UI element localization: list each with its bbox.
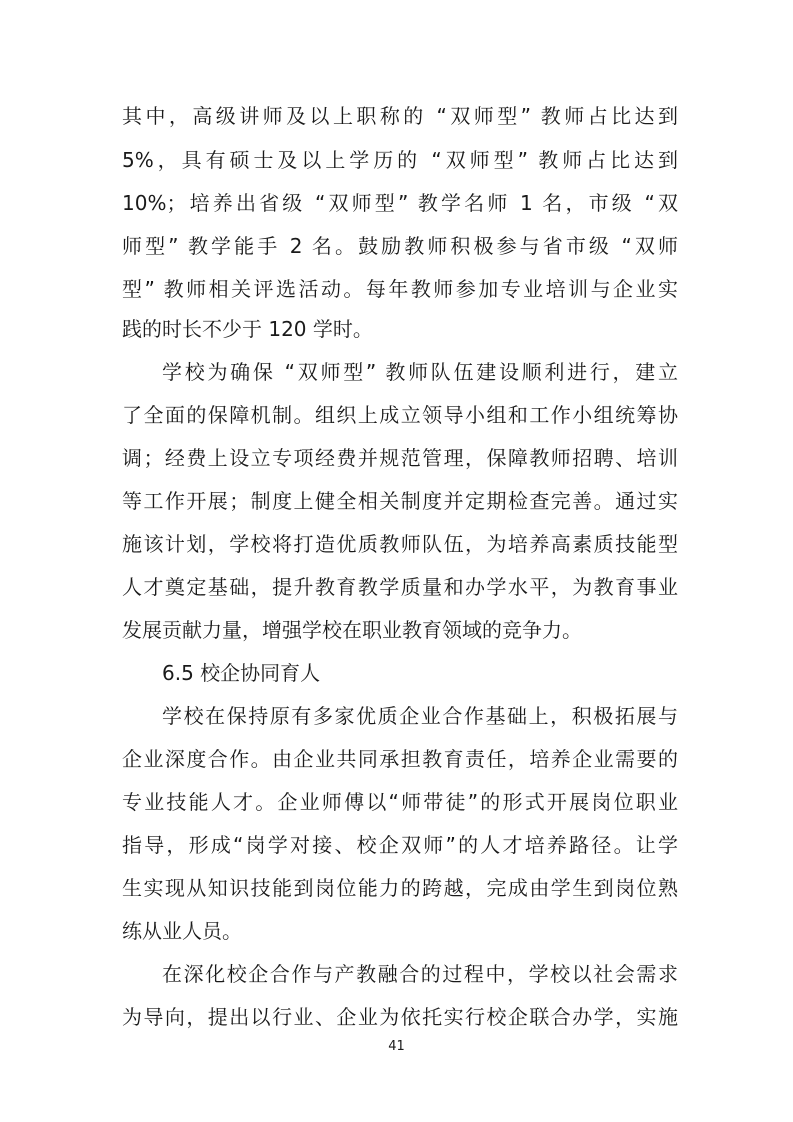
body-text-line: 发展贡献力量，增强学校在职业教育领域的竞争力。 xyxy=(122,618,582,642)
body-text-line: 其中，高级讲师及以上职称的 “双师型” 教师占比达到 xyxy=(122,104,678,128)
body-text-line: 5%，具有硕士及以上学历的 “双师型” 教师占比达到 xyxy=(122,148,678,172)
body-text-line: 生实现从知识技能到岗位能力的跨越，完成由学生到岗位熟 xyxy=(122,876,678,900)
section-heading: 6.5 校企协同育人 xyxy=(162,661,321,685)
body-text-line: 企业深度合作。由企业共同承担教育责任，培养企业需要的 xyxy=(122,747,678,771)
body-text-line: 师型” 教学能手 2 名。鼓励教师积极参与省市级 “双师 xyxy=(122,234,678,258)
body-text-line: 等工作开展；制度上健全相关制度并定期检查完善。通过实 xyxy=(122,489,678,513)
body-text-line: 了全面的保障机制。组织上成立领导小组和工作小组统筹协 xyxy=(122,403,678,427)
body-text-line: 为导向，提出以行业、企业为依托实行校企联合办学，实施 xyxy=(122,1005,678,1029)
paragraph-first-line: 学校为确保 “双师型” 教师队伍建设顺利进行，建立 xyxy=(162,360,678,384)
body-text-line: 专业技能人才。企业师傅以“师带徒”的形式开展岗位职业 xyxy=(122,790,678,814)
paragraph-first-line: 在深化校企合作与产教融合的过程中，学校以社会需求 xyxy=(162,962,678,986)
body-text-line: 10%；培养出省级 “双师型” 教学名师 1 名，市级 “双 xyxy=(122,191,678,215)
body-text-line: 型” 教师相关评选活动。每年教师参加专业培训与企业实 xyxy=(122,277,678,301)
body-text-line: 调；经费上设立专项经费并规范管理，保障教师招聘、培训 xyxy=(122,446,678,470)
paragraph-first-line: 学校在保持原有多家优质企业合作基础上，积极拓展与 xyxy=(162,704,678,728)
body-text-line: 人才奠定基础，提升教育教学质量和办学水平，为教育事业 xyxy=(122,575,678,599)
body-text-line: 施该计划，学校将打造优质教师队伍，为培养高素质技能型 xyxy=(122,532,678,556)
body-text-line: 练从业人员。 xyxy=(122,919,242,943)
page-number: 41 xyxy=(388,1039,405,1054)
body-text-line: 践的时长不少于 120 学时。 xyxy=(122,317,373,341)
body-text-line: 指导，形成“岗学对接、校企双师”的人才培养路径。让学 xyxy=(122,833,678,857)
